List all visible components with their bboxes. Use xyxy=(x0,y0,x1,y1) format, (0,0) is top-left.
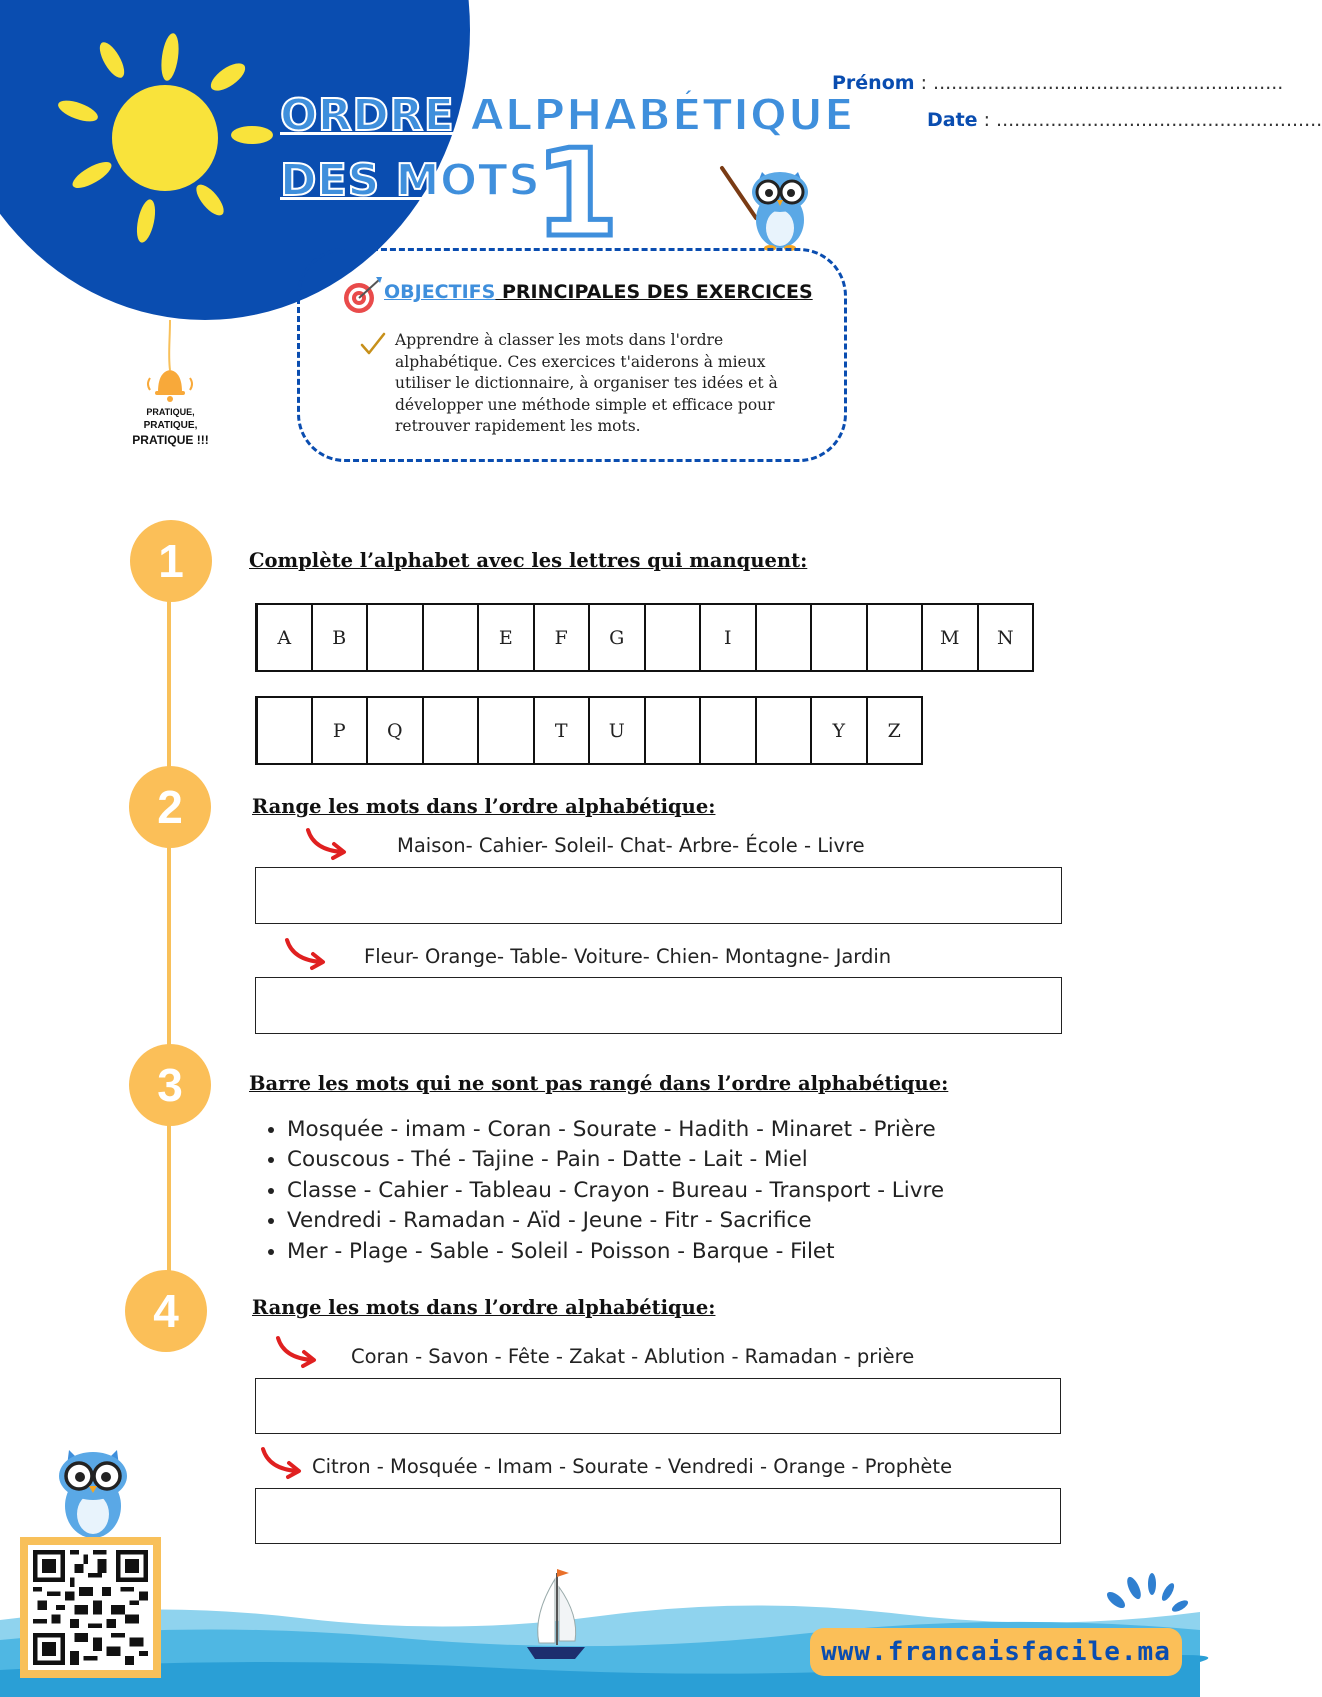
prenom-label: Prénom xyxy=(832,72,915,94)
alphabet-row-2 xyxy=(255,696,921,765)
answer-box-2b[interactable] xyxy=(255,977,1062,1034)
list-item[interactable]: • Couscous - Thé - Tajine - Pain - Datte - Lait - Miel xyxy=(287,1145,944,1175)
alphabet-cell[interactable] xyxy=(255,696,313,765)
owl-teacher-icon xyxy=(718,160,818,252)
alphabet-cell[interactable] xyxy=(699,696,757,765)
pratique-line-1: PRATIQUE, xyxy=(146,407,195,417)
website-badge[interactable]: www.francaisfacile.ma xyxy=(810,1628,1182,1676)
red-arrow-icon xyxy=(274,1334,320,1370)
date-separator: : xyxy=(977,109,997,131)
alphabet-cell[interactable]: P xyxy=(311,696,369,765)
alphabet-cell[interactable]: T xyxy=(533,696,591,765)
exercise-3-list xyxy=(262,1115,944,1267)
alphabet-cell[interactable] xyxy=(477,696,535,765)
word-list-2b: Fleur- Orange- Table- Voiture- Chien- Montagne- Jardin xyxy=(364,945,892,968)
prenom-field[interactable] xyxy=(832,72,1283,94)
answer-box-4b[interactable] xyxy=(255,1488,1061,1544)
alphabet-cell[interactable] xyxy=(755,603,813,672)
exercise-4-instruction: Range les mots dans l’ordre alphabétique: xyxy=(252,1296,716,1319)
alphabet-cell[interactable]: Q xyxy=(366,696,424,765)
alphabet-cell[interactable]: F xyxy=(533,603,591,672)
alphabet-cell[interactable] xyxy=(422,603,480,672)
objectives-title-rest: PRINCIPALES DES EXERCICES xyxy=(495,281,813,303)
prenom-separator: : xyxy=(914,72,934,94)
alphabet-cell[interactable]: A xyxy=(255,603,313,672)
prenom-dots: .......................................................... xyxy=(933,72,1284,94)
word-list-2a: Maison- Cahier- Soleil- Chat- Arbre- École - Livre xyxy=(397,834,865,857)
splash-decoration xyxy=(1100,1570,1190,1620)
answer-box-2a[interactable] xyxy=(255,867,1062,924)
alphabet-cell[interactable]: G xyxy=(588,603,646,672)
step-number-2: 2 xyxy=(129,766,211,848)
worksheet-number: 1 xyxy=(535,125,619,264)
qr-code-icon[interactable] xyxy=(33,1550,148,1665)
checkmark-icon xyxy=(360,332,386,356)
list-item[interactable]: • Mosquée - imam - Coran - Sourate - Hadith - Minaret - Prière xyxy=(287,1115,944,1145)
alphabet-cell[interactable]: M xyxy=(921,603,979,672)
alphabet-cell[interactable] xyxy=(755,696,813,765)
alphabet-cell[interactable]: Y xyxy=(810,696,868,765)
alphabet-cell[interactable]: N xyxy=(977,603,1035,672)
page-title-line-1: ORDRE ALPHABÉTIQUE xyxy=(280,90,855,141)
alphabet-cell[interactable]: I xyxy=(699,603,757,672)
date-label: Date xyxy=(927,109,978,131)
exercise-2-instruction: Range les mots dans l’ordre alphabétique: xyxy=(252,795,716,818)
step-number-3: 3 xyxy=(129,1044,211,1126)
alphabet-cell[interactable]: B xyxy=(311,603,369,672)
alphabet-cell[interactable] xyxy=(810,603,868,672)
red-arrow-icon xyxy=(259,1445,305,1481)
bell-icon xyxy=(140,320,200,410)
alphabet-cell[interactable]: Z xyxy=(866,696,924,765)
word-list-4a: Coran - Savon - Fête - Zakat - Ablution - Ramadan - prière xyxy=(351,1345,915,1368)
owl-mascot-icon xyxy=(45,1440,141,1540)
objectives-text: Apprendre à classer les mots dans l'ordre alphabétique. Ces exercices t'aiderons à mieux utiliser le dictionnaire, à organiser tes idées et à développer une méthode simple et efficace pour retrouver rapidement les mots. xyxy=(395,331,778,435)
alphabet-row-1 xyxy=(255,603,1032,672)
objectives-title xyxy=(384,281,813,303)
pratique-slogan xyxy=(108,405,233,447)
list-item[interactable]: • Vendredi - Ramadan - Aïd - Jeune - Fitr - Sacrifice xyxy=(287,1206,944,1236)
alphabet-cell[interactable]: U xyxy=(588,696,646,765)
red-arrow-icon xyxy=(304,826,350,862)
step-number-1: 1 xyxy=(130,520,212,602)
page-title-line-2: DES MOTS xyxy=(280,155,541,206)
exercise-3-instruction: Barre les mots qui ne sont pas rangé dans l’ordre alphabétique: xyxy=(249,1072,949,1095)
word-list-4b: Citron - Mosquée - Imam - Sourate - Vendredi - Orange - Prophète xyxy=(312,1455,953,1478)
alphabet-cell[interactable] xyxy=(644,603,702,672)
timeline-line xyxy=(167,560,171,1330)
answer-box-4a[interactable] xyxy=(255,1378,1061,1434)
alphabet-cell[interactable]: E xyxy=(477,603,535,672)
red-arrow-icon xyxy=(283,936,329,972)
list-item[interactable]: • Mer - Plage - Sable - Soleil - Poisson - Barque - Filet xyxy=(287,1237,944,1267)
alphabet-cell[interactable] xyxy=(366,603,424,672)
step-number-4: 4 xyxy=(125,1270,207,1352)
exercise-1-instruction: Complète l’alphabet avec les lettres qui manquent: xyxy=(249,549,808,572)
date-dots: ...................................................... xyxy=(996,109,1322,131)
pratique-line-2: PRATIQUE, xyxy=(143,420,198,431)
sun-icon xyxy=(30,15,280,255)
alphabet-cell[interactable] xyxy=(422,696,480,765)
objectives-title-highlight: OBJECTIFS xyxy=(384,281,496,303)
alphabet-cell[interactable] xyxy=(644,696,702,765)
sailboat-icon xyxy=(515,1565,595,1665)
list-item[interactable]: • Classe - Cahier - Tableau - Crayon - Bureau - Transport - Livre xyxy=(287,1176,944,1206)
target-icon xyxy=(342,275,384,315)
alphabet-cell[interactable] xyxy=(866,603,924,672)
pratique-line-3: PRATIQUE !!! xyxy=(132,433,209,447)
date-field[interactable] xyxy=(927,109,1322,131)
